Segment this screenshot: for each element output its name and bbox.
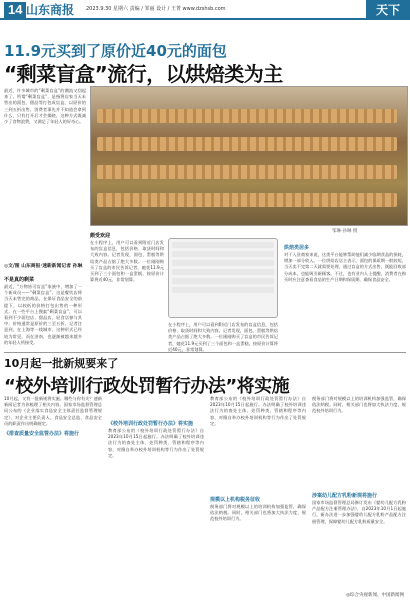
article2-headline: “校外培训行政处罚暂行办法”将实施	[4, 376, 290, 397]
article1-col1-text: 最近，“万物皆可盲盒”家族中，增加了一个新成员——“剩菜盲盒”。这是餐饮店将当天未售完的商品，在保证食品安全的前提下，以较低的价格打包出售的一种形式。在一些平台上搜索“剩菜盲盒”，可以看到不少面包店、甜品店、轻食店参与其中，价格通常是原价的三至五折。记者注意到，在上海等一线城市，这种形式已经较为常见，而在济南，也逐渐被越来越多的年轻人所接受。	[4, 284, 82, 345]
newspaper-name: 山东商报	[26, 3, 75, 17]
article2-col3-title: 规模以上机构税务征收	[210, 497, 261, 503]
article2-col4-text: 国家市场监督管理总局修订发布《婴幼儿配方乳粉产品配方注册管理办法》，自2023年10月1日起施行。新办法进一步加强婴幼儿配方乳粉产品配方注册管理，保障婴幼儿配方乳粉质量安全。	[312, 500, 406, 524]
photo-caption: 邹琳·孙琳 摄	[332, 229, 358, 234]
article2-col2-title: 《校外培训行政处罚暂行办法》将实施	[108, 421, 194, 427]
article1-col2-text: 在小程序上，用户可以看到附近门店发布的盲盒信息，包括价格、取货时间和大致内容。记者发现，面包、蛋糕等烘焙类产品占据了绝大多数。一位刚刚购买了盲盒的市民告诉记者，她花11.9元买到了三个面包和一盒蛋糕，按原价计算将近40元，非常划算。	[90, 240, 164, 283]
article1-col3-title: 烘焙类居多	[284, 245, 310, 251]
article2-col2-text: 教育部公布的《校外培训行政处罚暂行办法》自2023年10月15日起施行。办法明确了校外培训违法行为的查处主体、处罚种类、管辖和程序等内容，对擅自举办校外培训机构等行为作出了处罚规定。	[108, 428, 204, 458]
article1-col2-title: 颇受欢迎	[90, 233, 111, 239]
article2-col3a-text: 教育部公布的《校外培训行政处罚暂行办法》自2023年10月15日起施行。办法明确了校外培训违法行为的查处主体、处罚种类、管辖和程序等内容，对擅自举办校外培训机构等行为作出了处罚规定。	[210, 396, 306, 426]
article1-headline: “剩菜盲盒”流行，以烘焙类为主	[4, 62, 283, 86]
bakery-photo	[90, 86, 408, 226]
article1-lede: 最近，许多城市的“剩菜盲盒”的潮流又刮起来了。所谓“剩菜盲盒”，是指将店家当天未售出的面包、甜品等打包成盲盒，以原价的三到五折出售。消费者事先并不知道会拿到什么，只有打开后才会揭晓。这种方式既减少了食物浪费，又满足了年轻人的好奇心。	[4, 88, 86, 125]
app-screenshot	[168, 238, 278, 318]
article1-kicker: 11.9元买到了原价近40元的面包	[4, 42, 227, 60]
source-note: ◎综合央视新闻、中国新闻网	[346, 593, 404, 598]
page-number: 14	[4, 2, 26, 18]
article1-byline: ◎文/图 山东商报·速新新闻记者 孙琳	[4, 264, 83, 269]
article1-col1-title: 不是真的剩菜	[4, 277, 35, 283]
article2-kicker: 10月起一批新规要来了	[4, 357, 119, 370]
section-tag: 天下	[366, 0, 410, 20]
article2-col4a-text: 税务部门将对规模以上的培训机构加强监管，确保依法纳税。同时，相关部门也将加大执法力度，规范校外培训行为。	[312, 396, 406, 414]
page-header	[0, 0, 410, 20]
article2-col1-text: 10月起，又有一批新规将实施。哪些与你有关？速新新闻记者为你梳理了相关内容。国家市场监督管理总局公布的《企业落实食品安全主体责任监督管理规定》，对企业主要负责人、食品安全总监、食品安全员的职责作出明确规定。	[4, 396, 102, 426]
article2-col1-title: 《排查质量安全监管办法》将施行	[4, 431, 80, 437]
article2-col3-text: 税务部门将对规模以上的培训机构加强监管，确保依法纳税。同时，相关部门也将加大执法力度，规范校外培训行为。	[210, 504, 306, 522]
article1-col3-text: 对于入驻商家来说，这类平台能够帮助他们减少临期食品的损耗，增加一部分收入。一位烘焙店店主表示，面包的保质期一般较短，当天卖不完第二天就需要处理，通过盲盒的方式出售，既能回收部分成本，也能吸引新顾客。不过，也有业内人士提醒，消费者在购买时应注意查看食品的生产日期和保质期，确保食品安全。	[284, 252, 406, 282]
article2-col4-title: 涉案幼儿配方乳粉新规将施行	[312, 493, 378, 499]
section-divider	[4, 352, 406, 353]
issue-meta: 2023.9.30 星期六 责编 / 邹丽 设计 / 王菁 www.dzshsb.com	[86, 6, 226, 12]
article1-col2b-text: 在小程序上，用户可以看到附近门店发布的盲盒信息，包括价格、取货时间和大致内容。记者发现，面包、蛋糕等烘焙类产品占据了绝大多数。一位刚刚购买了盲盒的市民告诉记者，她花11.9元买到了三个面包和一盒蛋糕，按原价计算将近40元，非常划算。	[168, 322, 278, 352]
